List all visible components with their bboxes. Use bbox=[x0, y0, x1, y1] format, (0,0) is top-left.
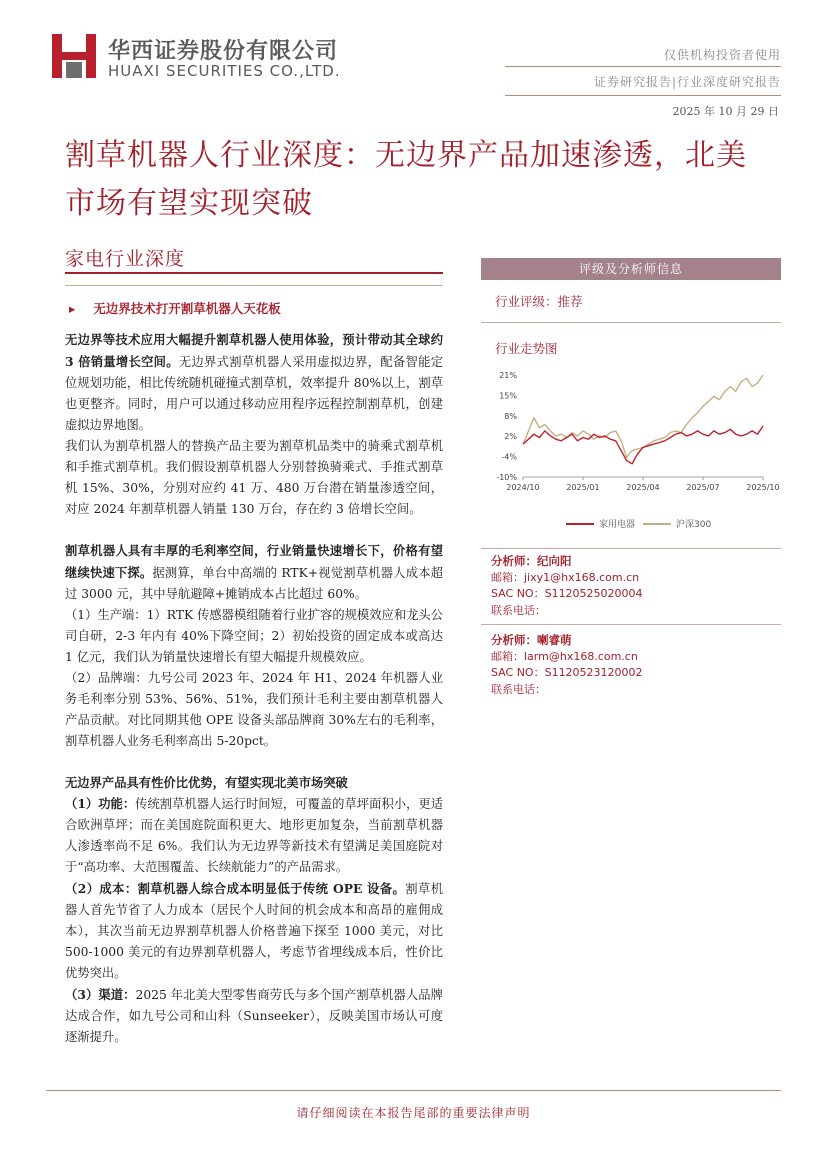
paragraph-text: 据测算，单台中高端的 RTK+视觉割草机器人成本超过 3000 元，其中导航避障+摊销成本占比超过 60%。 bbox=[65, 566, 443, 601]
company-name-cn: 华西证券股份有限公司 bbox=[108, 39, 339, 64]
section-heading-text: 无边界技术打开割草机器人天花板 bbox=[93, 301, 281, 316]
analyst-email: 邮箱：jixy1@hx168.com.cn bbox=[491, 570, 640, 584]
paragraph bbox=[65, 984, 443, 1048]
sidebar-divider bbox=[481, 322, 781, 323]
paragraph-lead: （1）功能： bbox=[65, 796, 136, 811]
paragraph-lead: 割草机器人具有丰厚的毛利率空间，行业销量快速增长下，价格有望继续快速下探。 bbox=[65, 543, 443, 580]
industry-trend-chart bbox=[481, 365, 781, 515]
paragraph-lead: （2）成本：割草机器人综合成本明显低于传统 OPE 设备。 bbox=[65, 881, 406, 896]
rating-sidebar bbox=[481, 258, 781, 533]
analyst-block bbox=[491, 632, 643, 698]
analyst-email: 邮箱：larm@hx168.com.cn bbox=[491, 649, 638, 663]
analyst-divider bbox=[481, 624, 781, 625]
report-title: 割草机器人行业深度：无边界产品加速渗透，北美市场有望实现突破 bbox=[65, 138, 747, 221]
trend-chart-label: 行业走势图 bbox=[495, 341, 558, 356]
legend-label-home-appliance: 家用电器 bbox=[599, 520, 636, 530]
section-heading bbox=[69, 298, 443, 319]
analyst-role: 分析师： bbox=[491, 633, 537, 647]
audience-note: 仅供机构投资者使用 bbox=[663, 48, 781, 62]
y-tick-label: 15% bbox=[499, 391, 517, 401]
x-tick-label: 2025/01 bbox=[566, 483, 600, 492]
subtitle-divider bbox=[65, 285, 443, 286]
report-subtitle: 家电行业深度 bbox=[65, 248, 186, 270]
paragraph-heading: 无边界产品具有性价比优势，有望实现北美市场突破 bbox=[65, 775, 348, 790]
series-line-0 bbox=[523, 426, 763, 464]
x-tick-label: 2025/07 bbox=[686, 483, 720, 492]
legal-notice: 请仔细阅读在本报告尾部的重要法律声明 bbox=[296, 1106, 531, 1120]
main-content bbox=[65, 296, 443, 1048]
footer-divider bbox=[46, 1090, 781, 1091]
subtitle-divider bbox=[65, 272, 443, 274]
analyst-sac: SAC NO：S1120525020004 bbox=[491, 587, 643, 600]
analyst-name: 纪向阳 bbox=[537, 554, 572, 568]
paragraph bbox=[65, 878, 443, 984]
header-divider bbox=[505, 95, 781, 96]
analyst-divider bbox=[481, 548, 781, 549]
triangle-bullet-icon: ▸ bbox=[69, 301, 76, 316]
paragraph: 我们认为割草机器人的替换产品主要为割草机品类中的骑乘式割草机和手推式割草机。我们假设割草机器人分别替换骑乘式、手推式割草机 15%、30%，分别对应约 41 万、480 万台潜在销量渗透空间，对应 2024 年割草机器人销量 130 万台，存在约 3 倍增长空间。 bbox=[65, 439, 443, 516]
paragraph: （2）品牌端：九号公司 2023 年、2024 年 H1、2024 年机器人业务毛利率分别 53%、56%、51%，我们预计毛利主要由割草机器人产品贡献。对比同期其他 OPE 设备头部品牌商 30%左右的毛利率，割草机器人业务毛利率高出 5-20pct。 bbox=[65, 671, 443, 748]
series-line-1 bbox=[523, 375, 763, 457]
analyst-phone: 联系电话： bbox=[491, 682, 546, 696]
y-tick-label: 21% bbox=[499, 371, 517, 380]
paragraph bbox=[65, 793, 443, 878]
y-tick-label: 2% bbox=[504, 432, 517, 442]
analyst-phone: 联系电话： bbox=[491, 603, 546, 617]
industry-rating: 行业评级：推荐 bbox=[495, 294, 583, 309]
paragraph-text: 割草机器人首先节省了人力成本（居民个人时间的机会成本和高昂的雇佣成本），其次当前无边界割草机器人价格普遍下探至 1000 美元，对比 500-1000 美元的有边界割草机器人，考虑节省埋线成本后，性价比优势突出。 bbox=[65, 882, 443, 980]
paragraph-lead: 无边界等技术应用大幅提升割草机器人使用体验，预计带动其全球约 3 倍销量增长空间。 bbox=[65, 332, 443, 369]
y-tick-label: 8% bbox=[504, 411, 517, 421]
huaxi-logo-icon bbox=[52, 34, 96, 78]
x-tick-label: 2025/10 bbox=[746, 483, 780, 492]
company-name-en: HUAXI SECURITIES CO.,LTD. bbox=[108, 62, 341, 80]
paragraph bbox=[65, 329, 443, 436]
x-tick-label: 2025/04 bbox=[626, 483, 660, 492]
analyst-block bbox=[491, 553, 643, 619]
sidebar-header: 评级及分析师信息 bbox=[481, 258, 781, 280]
paragraph-text: 2025 年北美大型零售商劳氏与多个国产割草机器人品牌达成合作，如九号公司和山科（Sunseeker），反映美国市场认可度逐渐提升。 bbox=[65, 988, 443, 1044]
legend-label-csi300: 沪深300 bbox=[676, 520, 712, 530]
analyst-name: 喇睿萌 bbox=[537, 633, 572, 647]
report-type: 证券研究报告|行业深度研究报告 bbox=[593, 75, 781, 89]
paragraph: （1）生产端：1）RTK 传感器模组随着行业扩容的规模效应和龙头公司自研，2-3 年内有 40%下降空间；2）初始投资的固定成本或高达 1 亿元，我们认为销量快速增长有望大幅提升规模效应。 bbox=[65, 608, 444, 664]
legend-swatch-csi300 bbox=[643, 523, 671, 525]
chart-legend bbox=[481, 515, 781, 533]
paragraph-lead: （3）渠道： bbox=[65, 987, 136, 1002]
paragraph-text: 传统割草机器人运行时间短，可覆盖的草坪面积小，更适合欧洲草坪；而在美国庭院面积更大、地形更加复杂，当前割草机器人渗透率尚不足 6%。我们认为无边界等新技术有望满足美国庭院对于“高功率、大范围覆盖、长续航能力”的产品需求。 bbox=[65, 797, 443, 874]
report-date: 2025 年 10 月 29 日 bbox=[672, 105, 779, 118]
legend-swatch-home-appliance bbox=[566, 523, 594, 525]
paragraph bbox=[65, 540, 443, 605]
x-tick-label: 2024/10 bbox=[506, 483, 540, 492]
analyst-role: 分析师： bbox=[491, 554, 537, 568]
header-divider bbox=[505, 66, 781, 67]
analyst-sac: SAC NO：S1120523120002 bbox=[491, 666, 643, 679]
paragraph-text: 无边界式割草机器人采用虚拟边界，配备智能定位规划功能，相比传统随机碰撞式割草机，效率提升 80%以上，割草也更整齐。同时，用户可以通过移动应用程序远程控制割草机，创建虚拟边界地图。 bbox=[65, 355, 443, 432]
y-tick-label: -4% bbox=[501, 452, 517, 462]
y-tick-label: -10% bbox=[496, 473, 517, 482]
